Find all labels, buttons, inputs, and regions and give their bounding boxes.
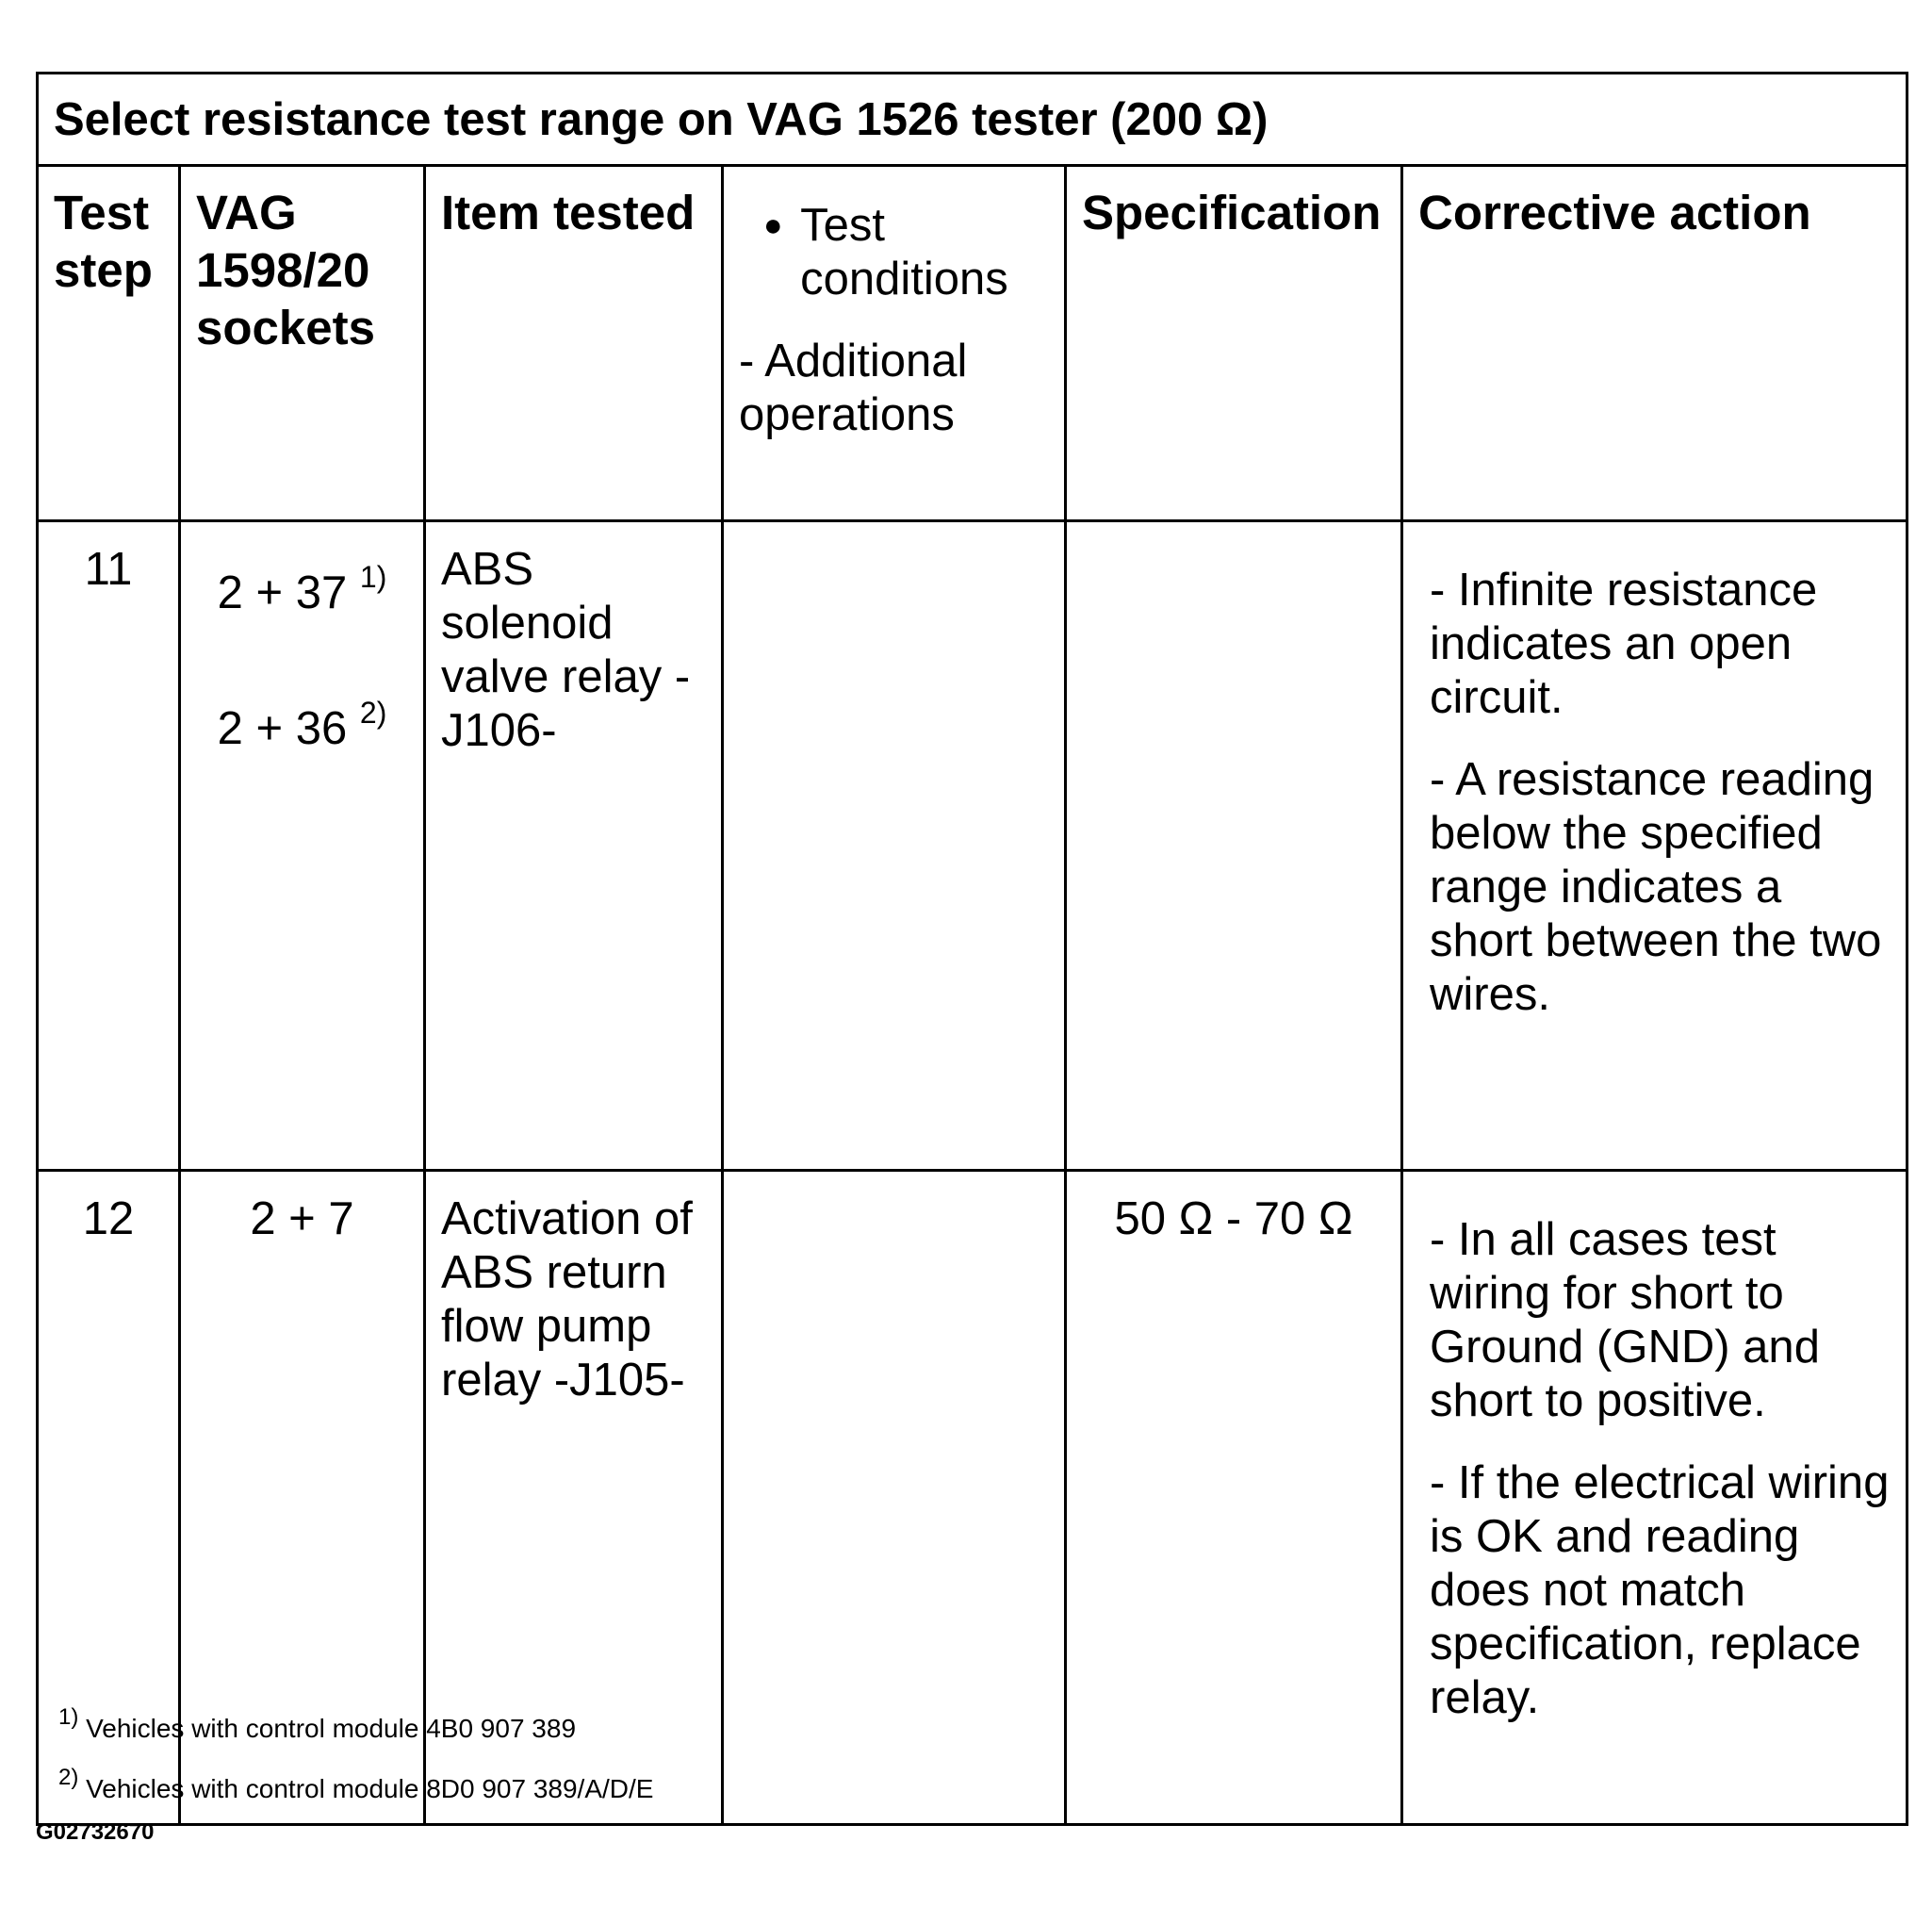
cell-specification: [1066, 521, 1402, 1171]
cell-test-step: 11: [38, 521, 180, 1171]
cell-corrective-action: [1402, 521, 1907, 1171]
cell-sockets: [180, 521, 425, 1171]
footnote: [58, 1704, 576, 1744]
footnote-mark: 2): [58, 1765, 79, 1790]
table-title: Select resistance test range on VAG 1526 tester (200 Ω): [38, 74, 1907, 166]
cell-item-tested: Activation of ABS return flow pump relay -J105-: [425, 1171, 723, 1825]
cell-conditions: [723, 1171, 1066, 1825]
action-text: - If the electrical wiring is OK and reading does not match specification, replace relay.: [1430, 1457, 1890, 1723]
footnote-mark: 2): [359, 696, 387, 730]
cell-test-step: 12: [38, 1171, 180, 1825]
footnote-text: Vehicles with control module 8D0 907 389/A/D/E: [86, 1774, 654, 1803]
footnote-mark: 1): [359, 560, 387, 594]
footnote-text: Vehicles with control module 4B0 907 389: [86, 1714, 577, 1743]
socket-value: 2 + 37: [217, 567, 348, 618]
cell-specification: 50 Ω - 70 Ω: [1066, 1171, 1402, 1825]
cell-item-tested: ABS solenoid valve relay -J106-: [425, 521, 723, 1171]
header-test-step: Test step: [38, 166, 180, 521]
action-text: - In all cases test wiring for short to Ground (GND) and short to positive.: [1430, 1214, 1820, 1426]
cell-conditions: [723, 521, 1066, 1171]
header-corrective-action: Corrective action: [1402, 166, 1907, 521]
header-item-tested: Item tested: [425, 166, 723, 521]
footnote: [58, 1765, 653, 1804]
header-sockets: VAG 1598/20 sockets: [180, 166, 425, 521]
header-additional-operations: - Additional operations: [739, 336, 968, 440]
action-text: - A resistance reading below the specified range indicates a short between the two wires.: [1430, 754, 1882, 1020]
bullet-icon: ●: [763, 207, 783, 243]
action-text: - Infinite resistance indicates an open circuit.: [1430, 565, 1818, 723]
header-specification: Specification: [1066, 166, 1402, 521]
header-conditions: [723, 166, 1066, 521]
figure-id: G02732670: [36, 1819, 155, 1845]
table-row: [38, 521, 1907, 1171]
resistance-test-table: [36, 72, 1908, 1826]
socket-value: 2 + 36: [217, 703, 348, 754]
test-table-container: [36, 72, 1906, 1826]
header-row: [38, 166, 1907, 521]
header-test-conditions: Test conditions: [800, 200, 1008, 304]
cell-corrective-action: [1402, 1171, 1907, 1825]
cell-sockets: 2 + 7: [180, 1171, 425, 1825]
footnote-mark: 1): [58, 1704, 79, 1730]
